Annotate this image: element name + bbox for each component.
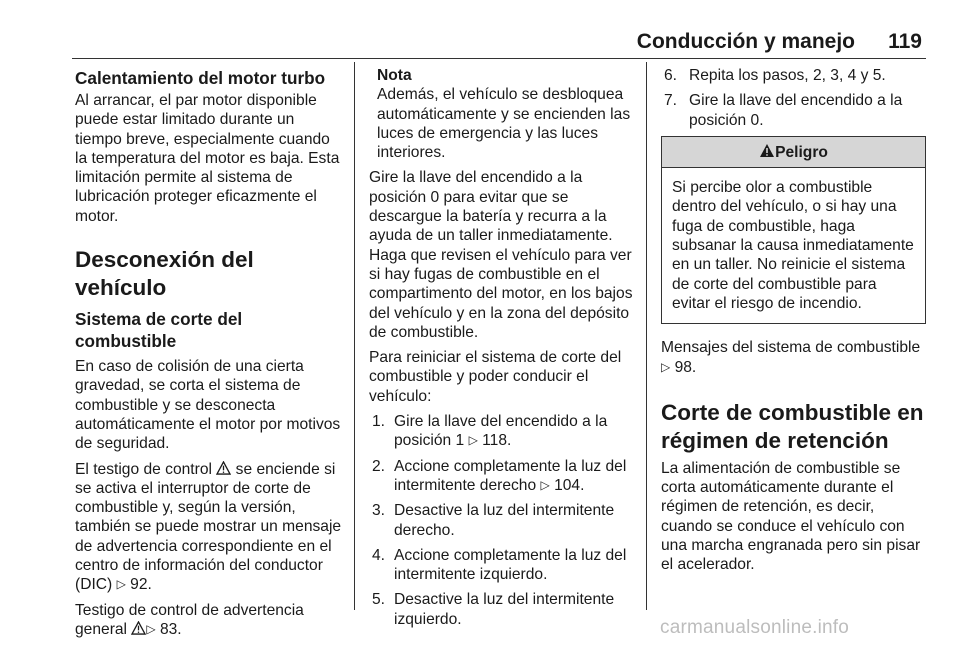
list-item bbox=[369, 501, 635, 540]
step-number: 7. bbox=[664, 92, 678, 110]
column-divider-1 bbox=[354, 62, 355, 610]
note-label: Nota bbox=[377, 67, 412, 84]
warning-triangle-icon bbox=[216, 461, 231, 475]
list-item bbox=[369, 412, 635, 451]
step-number: 6. bbox=[664, 67, 678, 84]
step-ref[interactable]: 104. bbox=[554, 476, 585, 494]
column-1 bbox=[75, 67, 343, 645]
step-number: 1. bbox=[372, 413, 386, 431]
page-reference-icon: ▷ bbox=[540, 477, 550, 492]
step-number: 4. bbox=[372, 546, 386, 564]
step-text: Repita los pasos, 2, 3, 4 y 5. bbox=[689, 67, 886, 84]
list-item bbox=[369, 457, 635, 496]
heading-desconexion: Desconexión del vehículo bbox=[75, 247, 254, 301]
step-number: 3. bbox=[372, 502, 386, 520]
step-number: 2. bbox=[372, 457, 386, 475]
page-reference-icon: ▷ bbox=[661, 359, 671, 374]
danger-triangle-icon bbox=[759, 143, 775, 158]
column-divider-2 bbox=[646, 62, 647, 610]
list-item bbox=[661, 66, 926, 85]
heading-sistema-corte: Sistema de corte del combustible bbox=[75, 309, 243, 352]
column-2 bbox=[369, 66, 635, 635]
page-number: 119 bbox=[888, 30, 922, 53]
mensajes-text: Mensajes del sistema de combustible bbox=[661, 339, 921, 357]
restart-steps-list bbox=[369, 412, 635, 629]
paragraph-mensajes bbox=[661, 338, 926, 377]
paragraph-gire: Gire la llave del encendido a la posición 0 para evitar que se descargue la batería y recurra a la ayuda de un taller inmediatamente. Haga que revisen el vehículo para ver si hay fugas de combustible en el compartimento del motor, en los bajos del vehículo y en la zona del depósito de combustible. bbox=[369, 169, 633, 341]
step-number: 5. bbox=[372, 591, 386, 609]
warning-triangle-icon bbox=[131, 621, 146, 635]
paragraph-corte: La alimentación de combustible se corta automáticamente durante el régimen de retención, es decir, cuando se conduce el vehículo con una marcha engranada pero sin pisar el acelerador. bbox=[661, 459, 921, 574]
note-block bbox=[369, 66, 635, 162]
testigo-ref[interactable]: 92. bbox=[130, 576, 152, 594]
step-text: Accione completamente la luz del intermitente derecho bbox=[394, 457, 627, 494]
page-reference-icon: ▷ bbox=[468, 433, 478, 448]
header-rule bbox=[72, 58, 926, 59]
list-item bbox=[369, 590, 635, 629]
section-title: Conducción y manejo bbox=[636, 30, 855, 53]
step-text: Gire la llave del encendido a la posición 0. bbox=[689, 92, 903, 129]
general-text: Testigo de control de advertencia general bbox=[75, 601, 304, 638]
mensajes-ref[interactable]: 98. bbox=[674, 358, 697, 376]
watermark: carmanualsonline.info bbox=[660, 617, 850, 638]
step-text: Accione completamente la luz del intermitente izquierdo. bbox=[394, 546, 627, 584]
paragraph-reiniciar: Para reiniciar el sistema de corte del combustible y poder conducir el vehículo: bbox=[369, 349, 622, 405]
step-text: Gire la llave del encendido a la posición 1 bbox=[394, 413, 608, 450]
step-text: Desactive la luz del intermitente izquierdo. bbox=[394, 591, 615, 628]
paragraph-testigo bbox=[75, 460, 343, 595]
page-header bbox=[0, 22, 960, 62]
heading-turbo: Calentamiento del motor turbo bbox=[75, 68, 326, 88]
heading-corte-combustible: Corte de combustible en régimen de retención bbox=[661, 399, 924, 453]
danger-text: Si percibe olor a combustible dentro del vehículo, o si hay una fuga de combustible, haga subsanar la causa inmediatamente en un taller. No reinicie el sistema de corte del combustible para evitar el riesgo de incendio. bbox=[672, 179, 914, 312]
testigo-text-a: El testigo de control bbox=[75, 460, 217, 478]
list-item bbox=[369, 546, 635, 585]
list-item bbox=[661, 91, 926, 130]
danger-box bbox=[661, 136, 926, 324]
column-3 bbox=[661, 66, 926, 581]
testigo-text-b: se enciende si se activa el interruptor de corte de combustible y, según la versión, también se puede mostrar un mensaje de advertencia correspondiente en el centro de información del conductor (DIC) bbox=[75, 460, 342, 594]
restart-steps-continued bbox=[661, 66, 926, 130]
step-text: Desactive la luz del intermitente derecho. bbox=[394, 502, 615, 539]
step-ref[interactable]: 118. bbox=[482, 432, 512, 450]
danger-header bbox=[662, 137, 925, 168]
paragraph-colision: En caso de colisión de una cierta gravedad, se corta el sistema de combustible y se desconecta automáticamente el motor por motivos de seguridad. bbox=[75, 358, 341, 453]
danger-title: Peligro bbox=[775, 143, 828, 161]
note-text: Además, el vehículo se desbloquea automáticamente y se encienden las luces de emergencia y las luces interiores. bbox=[377, 86, 631, 162]
paragraph-turbo: Al arrancar, el par motor disponible puede estar limitado durante un tiempo breve, especialmente cuando la temperatura del motor es baja. Esta limitación permite al sistema de lubricación proteger eficazmente el motor. bbox=[75, 92, 340, 225]
page-reference-icon: ▷ bbox=[146, 621, 156, 636]
page-reference-icon: ▷ bbox=[116, 577, 126, 592]
general-ref[interactable]: 83. bbox=[159, 620, 182, 638]
paragraph-general bbox=[75, 601, 343, 640]
